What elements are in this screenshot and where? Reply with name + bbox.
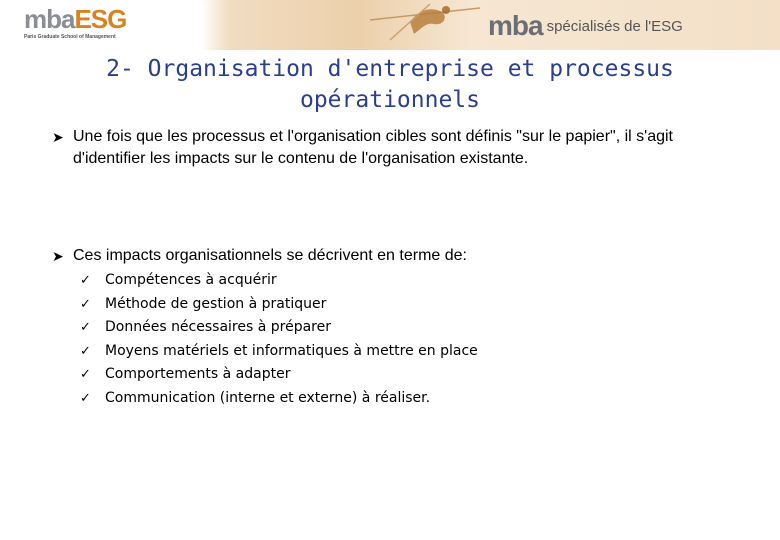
checklist-item: ✓ Communication (interne et externe) à réaliser. [80, 387, 478, 411]
header-banner [0, 0, 780, 50]
checklist-item: ✓ Données nécessaires à préparer [80, 316, 478, 340]
checklist-item: ✓ Moyens matériels et informatiques à mettre en place [80, 340, 478, 364]
brand-mba: mba [488, 10, 543, 41]
arrow-bullet-icon: ➤ [52, 129, 64, 145]
arrow-bullet-icon: ➤ [52, 248, 64, 264]
bullet-item [52, 126, 712, 170]
checkmark-icon: ✓ [80, 390, 91, 406]
logo-subtitle: Paris Graduate School of Management [24, 34, 116, 40]
brand-tagline: spécialisés de l'ESG [546, 17, 683, 35]
checkmark-icon: ✓ [80, 273, 91, 288]
checklist-item: ✓ Compétences à acquérir [80, 269, 478, 293]
pole-vaulter-image [370, 0, 480, 50]
title-line-1: 2- Organisation d'entreprise et processus [106, 56, 674, 82]
bullet-item [52, 245, 712, 267]
slide-title [60, 54, 720, 116]
logo-esg: ESG [74, 4, 127, 34]
checkmark-icon: ✓ [80, 320, 91, 335]
logo-mba: mba [24, 4, 75, 34]
logo [18, 4, 203, 48]
title-line-2: opérationnels [299, 87, 480, 113]
bullet-text: Une fois que les processus et l'organisation cibles sont définis "sur le papier", il s'agit d'identifier les impacts sur le contenu de l'organisation existante. [73, 128, 673, 167]
impact-checklist [80, 269, 478, 410]
checklist-item: ✓ Méthode de gestion à pratiquer [80, 293, 478, 317]
checkmark-icon: ✓ [80, 343, 91, 359]
checkmark-icon: ✓ [80, 296, 91, 312]
checklist-item: ✓ Comportements à adapter [80, 363, 478, 387]
bullet-text: Ces impacts organisationnels se décrivent en terme de: [73, 247, 467, 264]
checkmark-icon: ✓ [80, 367, 91, 382]
brand-mark [488, 10, 683, 42]
